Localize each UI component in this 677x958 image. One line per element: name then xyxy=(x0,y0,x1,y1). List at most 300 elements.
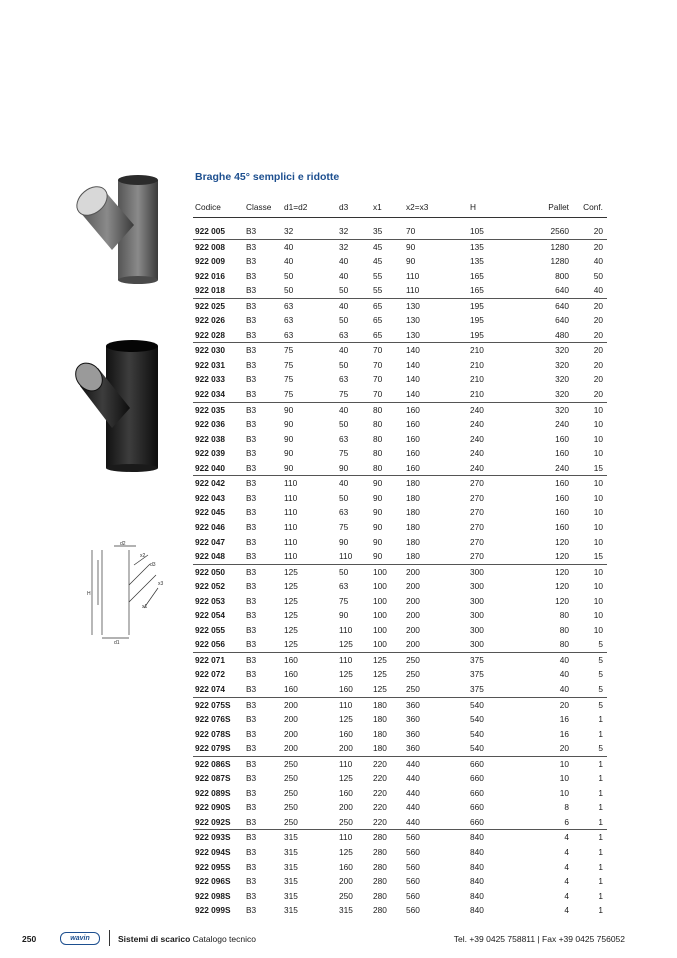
product-code: 922 050 xyxy=(193,564,244,579)
product-code: 922 090S xyxy=(195,802,231,813)
table-row xyxy=(193,712,607,727)
table-cell: 90 xyxy=(284,462,294,473)
table-cell: 125 xyxy=(373,683,387,694)
table-cell: 125 xyxy=(339,846,353,857)
table-cell: B3 xyxy=(244,564,282,579)
svg-text:x1: x1 xyxy=(142,604,148,610)
table-row xyxy=(193,594,607,609)
table-cell: 160 xyxy=(406,433,420,444)
table-cell: 50 xyxy=(339,359,349,370)
table-cell: 16 xyxy=(559,714,569,725)
table-cell: 200 xyxy=(406,581,420,592)
table-cell: 210 xyxy=(470,374,484,385)
table-cell: 75 xyxy=(339,389,349,400)
table-cell: 10 xyxy=(530,756,573,771)
product-code: 922 045 xyxy=(195,507,225,518)
table-cell: 5 xyxy=(598,683,603,694)
product-code: 922 048 xyxy=(195,551,225,562)
product-code: 922 025 xyxy=(193,298,244,313)
table-row xyxy=(193,313,607,328)
table-cell: B3 xyxy=(244,756,282,771)
table-cell: 32 xyxy=(339,226,349,237)
table-cell: 10 xyxy=(593,521,603,532)
table-row xyxy=(193,491,607,506)
table-cell: 90 xyxy=(282,402,337,417)
product-code: 922 071 xyxy=(193,652,244,667)
catalog-title: Sistemi di scarico Catalogo tecnico xyxy=(118,934,256,944)
table-cell: B3 xyxy=(244,402,282,417)
table-cell: 1 xyxy=(598,876,603,887)
table-cell: 250 xyxy=(284,787,298,798)
product-code: 922 043 xyxy=(195,492,225,503)
product-code: 922 046 xyxy=(195,521,225,532)
table-cell: 90 xyxy=(404,239,468,254)
table-header-row xyxy=(193,199,607,218)
column-header: x2=x3 xyxy=(406,202,429,212)
table-cell: 210 xyxy=(470,359,484,370)
product-code: 922 018 xyxy=(195,285,225,296)
table-cell: 160 xyxy=(555,448,569,459)
page-number: 250 xyxy=(22,934,37,944)
table-cell: B3 xyxy=(244,652,282,667)
table-cell: 280 xyxy=(371,830,404,845)
product-code: 922 052 xyxy=(195,581,225,592)
table-cell: 1 xyxy=(598,787,603,798)
table-cell: 200 xyxy=(406,610,420,621)
table-cell: 140 xyxy=(406,374,420,385)
table-cell: 280 xyxy=(373,890,387,901)
table-cell: 1 xyxy=(573,830,607,845)
table-cell: 100 xyxy=(371,564,404,579)
table-cell: 75 xyxy=(339,595,349,606)
table-cell: 10 xyxy=(573,402,607,417)
table-cell: 50 xyxy=(339,285,349,296)
table-cell: 40 xyxy=(339,270,349,281)
table-cell: B3 xyxy=(246,507,257,518)
table-cell: 240 xyxy=(470,462,484,473)
table-cell: B3 xyxy=(246,315,257,326)
table-row xyxy=(193,432,607,447)
table-cell: 270 xyxy=(468,476,530,491)
table-cell: 125 xyxy=(339,714,353,725)
table-cell: 5 xyxy=(573,652,607,667)
table-cell: 20 xyxy=(593,359,603,370)
table-row xyxy=(193,239,607,254)
product-code: 922 098S xyxy=(195,890,231,901)
table-cell: 1 xyxy=(598,728,603,739)
table-cell: 80 xyxy=(373,419,383,430)
table-cell: 560 xyxy=(406,890,420,901)
table-cell: B3 xyxy=(246,492,257,503)
table-cell: 10 xyxy=(573,564,607,579)
table-cell: 840 xyxy=(470,846,484,857)
table-row xyxy=(193,358,607,373)
table-cell: 4 xyxy=(530,830,573,845)
table-cell: 100 xyxy=(373,624,387,635)
product-code: 922 056 xyxy=(195,639,225,650)
table-cell: 300 xyxy=(470,610,484,621)
table-row xyxy=(193,446,607,461)
table-cell: 16 xyxy=(559,728,569,739)
table-cell: 50 xyxy=(284,270,294,281)
table-cell: 560 xyxy=(404,830,468,845)
table-row xyxy=(193,387,607,402)
table-cell: 560 xyxy=(406,846,420,857)
table-cell: 220 xyxy=(373,773,387,784)
table-cell: 10 xyxy=(573,476,607,491)
table-cell: B3 xyxy=(246,226,257,237)
table-cell: 240 xyxy=(470,419,484,430)
table-cell: 65 xyxy=(371,298,404,313)
table-cell: B3 xyxy=(246,595,257,606)
table-cell: 315 xyxy=(284,890,298,901)
product-code: 922 030 xyxy=(193,343,244,358)
table-row xyxy=(193,889,607,904)
table-cell: 300 xyxy=(470,624,484,635)
table-cell: 50 xyxy=(339,315,349,326)
table-cell: 40 xyxy=(530,652,573,667)
table-cell: 125 xyxy=(373,669,387,680)
table-row xyxy=(193,815,607,830)
table-cell: 90 xyxy=(284,448,294,459)
technical-drawing xyxy=(84,540,169,645)
table-cell: 120 xyxy=(530,564,573,579)
table-cell: 160 xyxy=(284,683,298,694)
table-cell: 110 xyxy=(337,830,371,845)
table-cell: B3 xyxy=(246,536,257,547)
table-cell: 110 xyxy=(406,270,420,281)
table-cell: 4 xyxy=(564,905,569,916)
table-cell: 1 xyxy=(598,890,603,901)
table-cell: B3 xyxy=(246,359,257,370)
column-header: d1=d2 xyxy=(284,202,308,212)
table-cell: 140 xyxy=(406,359,420,370)
table-cell: B3 xyxy=(246,270,257,281)
product-code: 922 074 xyxy=(195,683,225,694)
table-cell: 40 xyxy=(337,402,371,417)
table-cell: 375 xyxy=(470,669,484,680)
table-cell: B3 xyxy=(246,256,257,267)
table-cell: 160 xyxy=(406,448,420,459)
table-cell: 40 xyxy=(593,285,603,296)
table-cell: B3 xyxy=(246,374,257,385)
table-cell: 110 xyxy=(284,507,298,518)
table-cell: 4 xyxy=(564,876,569,887)
table-cell: 125 xyxy=(284,624,298,635)
table-cell: 200 xyxy=(282,697,337,712)
table-cell: 160 xyxy=(406,462,420,473)
table-cell: 110 xyxy=(284,536,298,547)
table-cell: 160 xyxy=(282,652,337,667)
table-cell: 90 xyxy=(373,492,383,503)
table-cell: 250 xyxy=(404,652,468,667)
product-code: 922 079S xyxy=(195,743,231,754)
table-cell: B3 xyxy=(246,448,257,459)
table-cell: 270 xyxy=(470,492,484,503)
table-row xyxy=(193,727,607,742)
table-cell: 250 xyxy=(284,802,298,813)
table-cell: 10 xyxy=(593,419,603,430)
table-cell: 300 xyxy=(470,639,484,650)
product-code: 922 039 xyxy=(195,448,225,459)
svg-text:x2: x2 xyxy=(140,553,146,559)
svg-text:d3: d3 xyxy=(150,562,156,568)
table-cell: 180 xyxy=(373,714,387,725)
table-cell: 560 xyxy=(406,876,420,887)
table-cell: 15 xyxy=(593,551,603,562)
table-row xyxy=(193,845,607,860)
table-cell: 75 xyxy=(339,448,349,459)
table-cell: 70 xyxy=(373,374,383,385)
table-cell: 220 xyxy=(371,756,404,771)
table-row xyxy=(193,224,607,239)
table-cell: 280 xyxy=(373,861,387,872)
svg-text:H: H xyxy=(87,591,91,597)
product-code: 922 034 xyxy=(195,389,225,400)
table-cell: 840 xyxy=(470,876,484,887)
table-cell: 180 xyxy=(406,507,420,518)
table-cell: 135 xyxy=(468,239,530,254)
table-cell: 90 xyxy=(373,507,383,518)
table-cell: 195 xyxy=(470,315,484,326)
table-cell: 315 xyxy=(282,830,337,845)
table-cell: 140 xyxy=(404,343,468,358)
table-cell: 90 xyxy=(373,536,383,547)
table-cell: B3 xyxy=(246,610,257,621)
table-row xyxy=(193,637,607,652)
table-cell: 320 xyxy=(555,389,569,400)
table-cell: 80 xyxy=(373,462,383,473)
table-cell: 55 xyxy=(373,285,383,296)
table-cell: 1280 xyxy=(530,239,573,254)
table-cell: 250 xyxy=(339,816,353,827)
table-cell: 250 xyxy=(284,773,298,784)
table-cell: B3 xyxy=(246,846,257,857)
table-cell: 35 xyxy=(373,226,383,237)
table-cell: 2560 xyxy=(550,226,569,237)
table-cell: 50 xyxy=(339,419,349,430)
table-cell: 200 xyxy=(284,728,298,739)
column-header: Classe xyxy=(246,202,272,212)
table-cell: 210 xyxy=(468,343,530,358)
table-cell: 200 xyxy=(406,624,420,635)
table-row xyxy=(193,298,607,313)
table-cell: 125 xyxy=(339,669,353,680)
product-code: 922 033 xyxy=(195,374,225,385)
table-row xyxy=(193,652,607,667)
table-cell: 40 xyxy=(337,476,371,491)
table-cell: 160 xyxy=(339,787,353,798)
product-code: 922 038 xyxy=(195,433,225,444)
table-cell: 280 xyxy=(373,876,387,887)
product-code: 922 089S xyxy=(195,787,231,798)
table-row xyxy=(193,682,607,697)
table-cell: 560 xyxy=(406,905,420,916)
table-row xyxy=(193,771,607,786)
table-cell: 1 xyxy=(573,756,607,771)
table-cell: 50 xyxy=(593,270,603,281)
table-cell: 360 xyxy=(406,743,420,754)
table-cell: 180 xyxy=(406,551,420,562)
table-cell: 75 xyxy=(339,521,349,532)
table-cell: 160 xyxy=(555,433,569,444)
table-cell: 75 xyxy=(282,343,337,358)
table-cell: 1 xyxy=(598,905,603,916)
column-header: H xyxy=(470,202,476,212)
table-cell: 180 xyxy=(404,476,468,491)
table-cell: 50 xyxy=(339,492,349,503)
table-cell: 375 xyxy=(468,652,530,667)
table-cell: B3 xyxy=(246,890,257,901)
table-cell: 20 xyxy=(573,343,607,358)
table-cell: 130 xyxy=(406,315,420,326)
table-cell: 100 xyxy=(373,595,387,606)
table-cell: 1 xyxy=(598,802,603,813)
table-cell: 660 xyxy=(470,773,484,784)
table-row xyxy=(193,874,607,889)
table-cell: B3 xyxy=(246,419,257,430)
table-cell: 540 xyxy=(470,743,484,754)
table-cell: 75 xyxy=(284,374,294,385)
table-cell: 240 xyxy=(555,419,569,430)
table-cell: 40 xyxy=(337,343,371,358)
table-cell: 640 xyxy=(530,298,573,313)
table-cell: 160 xyxy=(404,402,468,417)
table-cell: 375 xyxy=(470,683,484,694)
table-cell: 315 xyxy=(284,876,298,887)
table-cell: 65 xyxy=(373,315,383,326)
table-cell: B3 xyxy=(246,581,257,592)
table-cell: 10 xyxy=(593,581,603,592)
table-cell: 80 xyxy=(371,402,404,417)
product-code: 922 055 xyxy=(195,624,225,635)
table-cell: 180 xyxy=(371,697,404,712)
product-code: 922 054 xyxy=(195,610,225,621)
table-cell: 125 xyxy=(284,581,298,592)
table-cell: 20 xyxy=(593,329,603,340)
table-cell: 315 xyxy=(284,861,298,872)
table-cell: 540 xyxy=(470,728,484,739)
table-cell: 270 xyxy=(470,507,484,518)
table-cell: 70 xyxy=(371,343,404,358)
table-cell: 180 xyxy=(373,743,387,754)
table-cell: B3 xyxy=(246,802,257,813)
table-cell: B3 xyxy=(246,683,257,694)
table-cell: 125 xyxy=(282,564,337,579)
table-row xyxy=(193,417,607,432)
table-cell: 180 xyxy=(406,492,420,503)
table-cell: 220 xyxy=(373,787,387,798)
table-cell: 105 xyxy=(470,226,484,237)
table-cell: 200 xyxy=(339,802,353,813)
table-cell: 90 xyxy=(371,476,404,491)
table-cell: 300 xyxy=(468,564,530,579)
table-row xyxy=(193,860,607,875)
table-cell: 40 xyxy=(559,669,569,680)
table-cell: 200 xyxy=(284,743,298,754)
column-header: d3 xyxy=(339,202,349,212)
table-cell: B3 xyxy=(246,876,257,887)
table-cell: 45 xyxy=(371,239,404,254)
table-cell: B3 xyxy=(246,389,257,400)
product-code: 922 072 xyxy=(195,669,225,680)
svg-text:d1: d1 xyxy=(114,640,120,645)
product-code: 922 095S xyxy=(195,861,231,872)
table-cell: 10 xyxy=(559,787,569,798)
column-header: Codice xyxy=(195,202,221,212)
table-cell: 125 xyxy=(339,773,353,784)
table-row xyxy=(193,254,607,269)
table-cell: 200 xyxy=(404,564,468,579)
table-cell: 125 xyxy=(284,595,298,606)
table-cell: 320 xyxy=(530,343,573,358)
table-cell: 160 xyxy=(339,728,353,739)
table-cell: 360 xyxy=(406,728,420,739)
table-row xyxy=(193,800,607,815)
svg-text:x3: x3 xyxy=(158,581,164,587)
table-cell: 70 xyxy=(373,359,383,370)
footer-divider xyxy=(109,930,110,946)
product-code: 922 008 xyxy=(193,239,244,254)
table-cell: 240 xyxy=(470,448,484,459)
table-cell: 50 xyxy=(337,564,371,579)
table-row xyxy=(193,549,607,564)
table-cell: B3 xyxy=(244,830,282,845)
table-cell: 240 xyxy=(468,402,530,417)
table-cell: B3 xyxy=(246,816,257,827)
table-cell: 440 xyxy=(404,756,468,771)
product-code: 922 094S xyxy=(195,846,231,857)
table-cell: B3 xyxy=(246,285,257,296)
table-cell: 75 xyxy=(284,389,294,400)
table-cell: 120 xyxy=(555,551,569,562)
table-cell: 90 xyxy=(339,462,349,473)
table-cell: 110 xyxy=(284,551,298,562)
table-cell: 80 xyxy=(373,433,383,444)
table-cell: B3 xyxy=(246,521,257,532)
table-cell: 125 xyxy=(284,610,298,621)
product-code: 922 028 xyxy=(195,329,225,340)
table-cell: 110 xyxy=(282,476,337,491)
product-code: 922 078S xyxy=(195,728,231,739)
table-cell: 40 xyxy=(559,683,569,694)
table-cell: 280 xyxy=(373,905,387,916)
product-code: 922 026 xyxy=(195,315,225,326)
table-cell: 200 xyxy=(339,743,353,754)
table-title: Braghe 45° semplici e ridotte xyxy=(195,171,340,183)
product-code: 922 009 xyxy=(195,256,225,267)
table-cell: 20 xyxy=(573,298,607,313)
table-cell: 90 xyxy=(339,610,349,621)
table-cell: 63 xyxy=(339,507,349,518)
table-cell: 120 xyxy=(555,536,569,547)
table-row xyxy=(193,623,607,638)
product-code: 922 036 xyxy=(195,419,225,430)
table-cell: 220 xyxy=(373,802,387,813)
table-cell: B3 xyxy=(246,905,257,916)
table-cell: 220 xyxy=(373,816,387,827)
table-cell: B3 xyxy=(246,773,257,784)
table-cell: 440 xyxy=(406,816,420,827)
table-cell: 1 xyxy=(598,816,603,827)
table-cell: 120 xyxy=(555,581,569,592)
table-cell: 315 xyxy=(339,905,353,916)
table-cell: 140 xyxy=(406,389,420,400)
table-cell: 110 xyxy=(406,285,420,296)
table-cell: 200 xyxy=(406,639,420,650)
table-cell: 440 xyxy=(406,773,420,784)
table-row xyxy=(193,402,607,417)
